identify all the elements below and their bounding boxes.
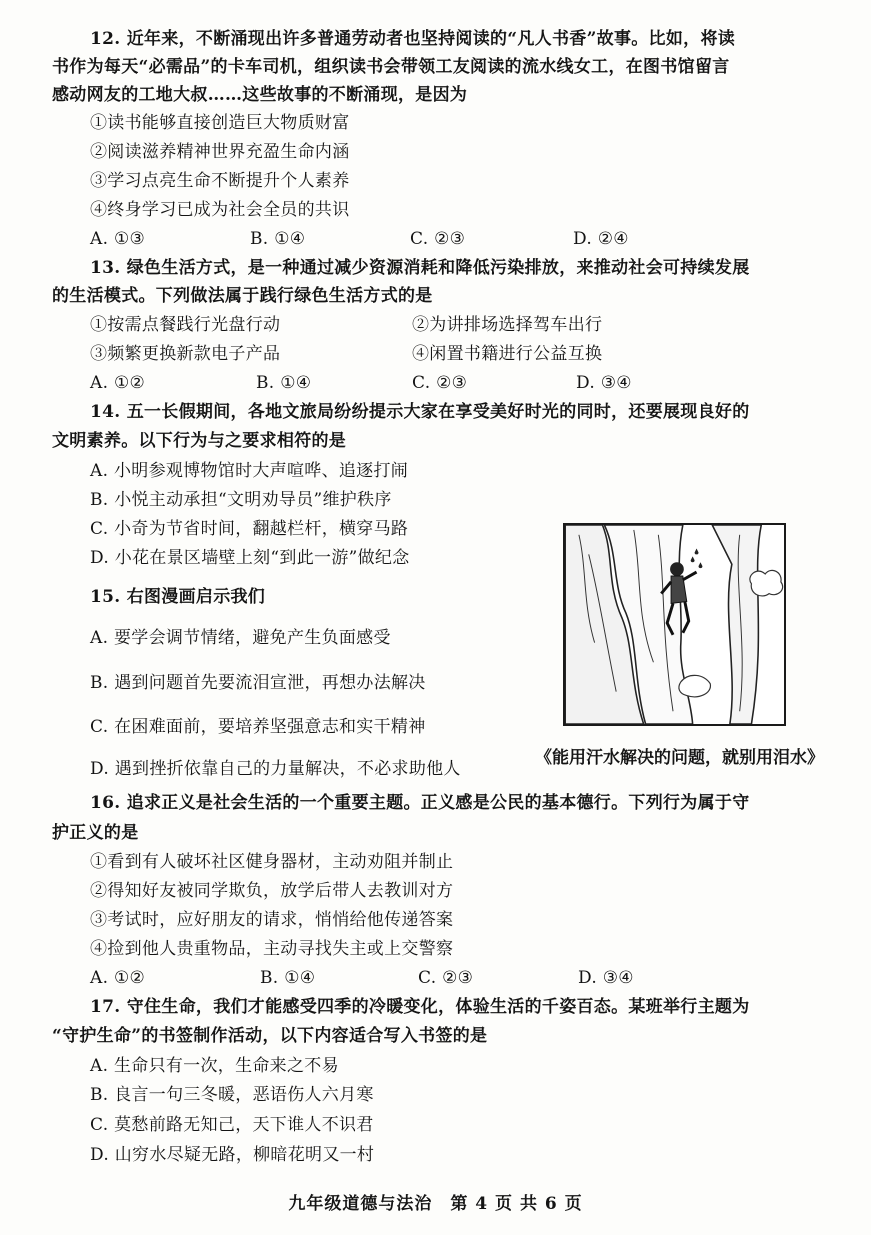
q12-statement-1: ①读书能够直接创造巨大物质财富	[90, 113, 350, 133]
q13-statement-1: ①按需点餐践行光盘行动	[90, 315, 281, 335]
q13-option-b: B. ①④	[256, 373, 312, 393]
q13-statement-2: ②为讲排场选择驾车出行	[412, 315, 603, 335]
q17-option-d: D. 山穷水尽疑无路，柳暗花明又一村	[90, 1145, 375, 1165]
q12-stem-line-3: 感动网友的工地大叔……这些故事的不断涌现，是因为	[52, 85, 468, 105]
q16-option-b: B. ①④	[260, 968, 316, 988]
q13-statement-3: ③频繁更换新款电子产品	[90, 344, 281, 364]
q12-option-a: A. ①③	[90, 229, 146, 249]
q16-statement-1: ①看到有人破坏社区健身器材，主动劝阻并制止	[90, 852, 454, 872]
q14-option-a: A. 小明参观博物馆时大声喧哗、追逐打闹	[90, 461, 409, 481]
q14-option-c: C. 小奇为节省时间，翻越栏杆，横穿马路	[90, 519, 409, 539]
q12-option-b: B. ①④	[250, 229, 306, 249]
q15-option-b: B. 遇到问题首先要流泪宣泄，再想办法解决	[90, 673, 426, 693]
q16-option-d: D. ③④	[578, 968, 634, 988]
q14-stem-line-2: 文明素养。以下行为与之要求相符的是	[52, 431, 347, 451]
q15-option-d: D. 遇到挫折依靠自己的力量解决，不必求助他人	[90, 759, 461, 779]
q17-stem-line-2: “守护生命”的书签制作活动，以下内容适合写入书签的是	[52, 1026, 488, 1046]
q15-option-a: A. 要学会调节情绪，避免产生负面感受	[90, 628, 391, 648]
q17-option-c: C. 莫愁前路无知己，天下谁人不识君	[90, 1115, 374, 1135]
comic-illustration	[563, 523, 786, 726]
q14-stem-line-1: 14. 五一长假期间，各地文旅局纷纷提示大家在享受美好时光的同时，还要展现良好的	[90, 402, 750, 422]
q17-option-b: B. 良言一句三冬暖，恶语伤人六月寒	[90, 1085, 374, 1105]
q17-option-a: A. 生命只有一次，生命来之不易	[90, 1056, 339, 1076]
q16-statement-3: ③考试时，应好朋友的请求，悄悄给他传递答案	[90, 910, 454, 930]
q12-option-c: C. ②③	[410, 229, 466, 249]
q13-option-d: D. ③④	[576, 373, 632, 393]
q14-option-d: D. 小花在景区墙壁上刻“到此一游”做纪念	[90, 548, 410, 568]
q12-stem-line-1: 12. 近年来，不断涌现出许多普通劳动者也坚持阅读的“凡人书香”故事。比如，将读	[90, 29, 736, 49]
q15-stem: 15. 右图漫画启示我们	[90, 587, 266, 607]
q12-statement-2: ②阅读滋养精神世界充盈生命内涵	[90, 142, 350, 162]
q16-statement-4: ④捡到他人贵重物品，主动寻找失主或上交警察	[90, 939, 454, 959]
q13-stem-line-2: 的生活模式。下列做法属于践行绿色生活方式的是	[52, 286, 433, 306]
q13-stem-line-1: 13. 绿色生活方式，是一种通过减少资源消耗和降低污染排放，来推动社会可持续发展	[90, 258, 750, 278]
q12-statement-3: ③学习点亮生命不断提升个人素养	[90, 171, 350, 191]
q16-stem-line-2: 护正义的是	[52, 823, 139, 843]
q13-option-c: C. ②③	[412, 373, 468, 393]
q13-option-a: A. ①②	[90, 373, 146, 393]
q12-statement-4: ④终身学习已成为社会全员的共识	[90, 200, 350, 220]
q16-stem-line-1: 16. 追求正义是社会生活的一个重要主题。正义感是公民的基本德行。下列行为属于守	[90, 793, 750, 813]
q13-statement-4: ④闲置书籍进行公益互换	[412, 344, 603, 364]
q17-stem-line-1: 17. 守住生命，我们才能感受四季的冷暖变化，体验生活的千姿百态。某班举行主题为	[90, 997, 750, 1017]
comic-caption: 《能用汗水解决的问题，就别用泪水》	[535, 748, 824, 768]
q16-option-c: C. ②③	[418, 968, 474, 988]
q16-statement-2: ②得知好友被同学欺负，放学后带人去教训对方	[90, 881, 454, 901]
page-footer: 九年级道德与法治 第 4 页 共 6 页	[288, 1194, 583, 1214]
q16-option-a: A. ①②	[90, 968, 146, 988]
q12-stem-line-2: 书作为每天“必需品”的卡车司机，组织读书会带领工友阅读的流水线女工，在图书馆留言	[52, 57, 730, 77]
q14-option-b: B. 小悦主动承担“文明劝导员”维护秩序	[90, 490, 392, 510]
q15-option-c: C. 在困难面前，要培养坚强意志和实干精神	[90, 717, 426, 737]
climber-cliff-drawing	[565, 525, 784, 724]
q12-option-d: D. ②④	[573, 229, 629, 249]
